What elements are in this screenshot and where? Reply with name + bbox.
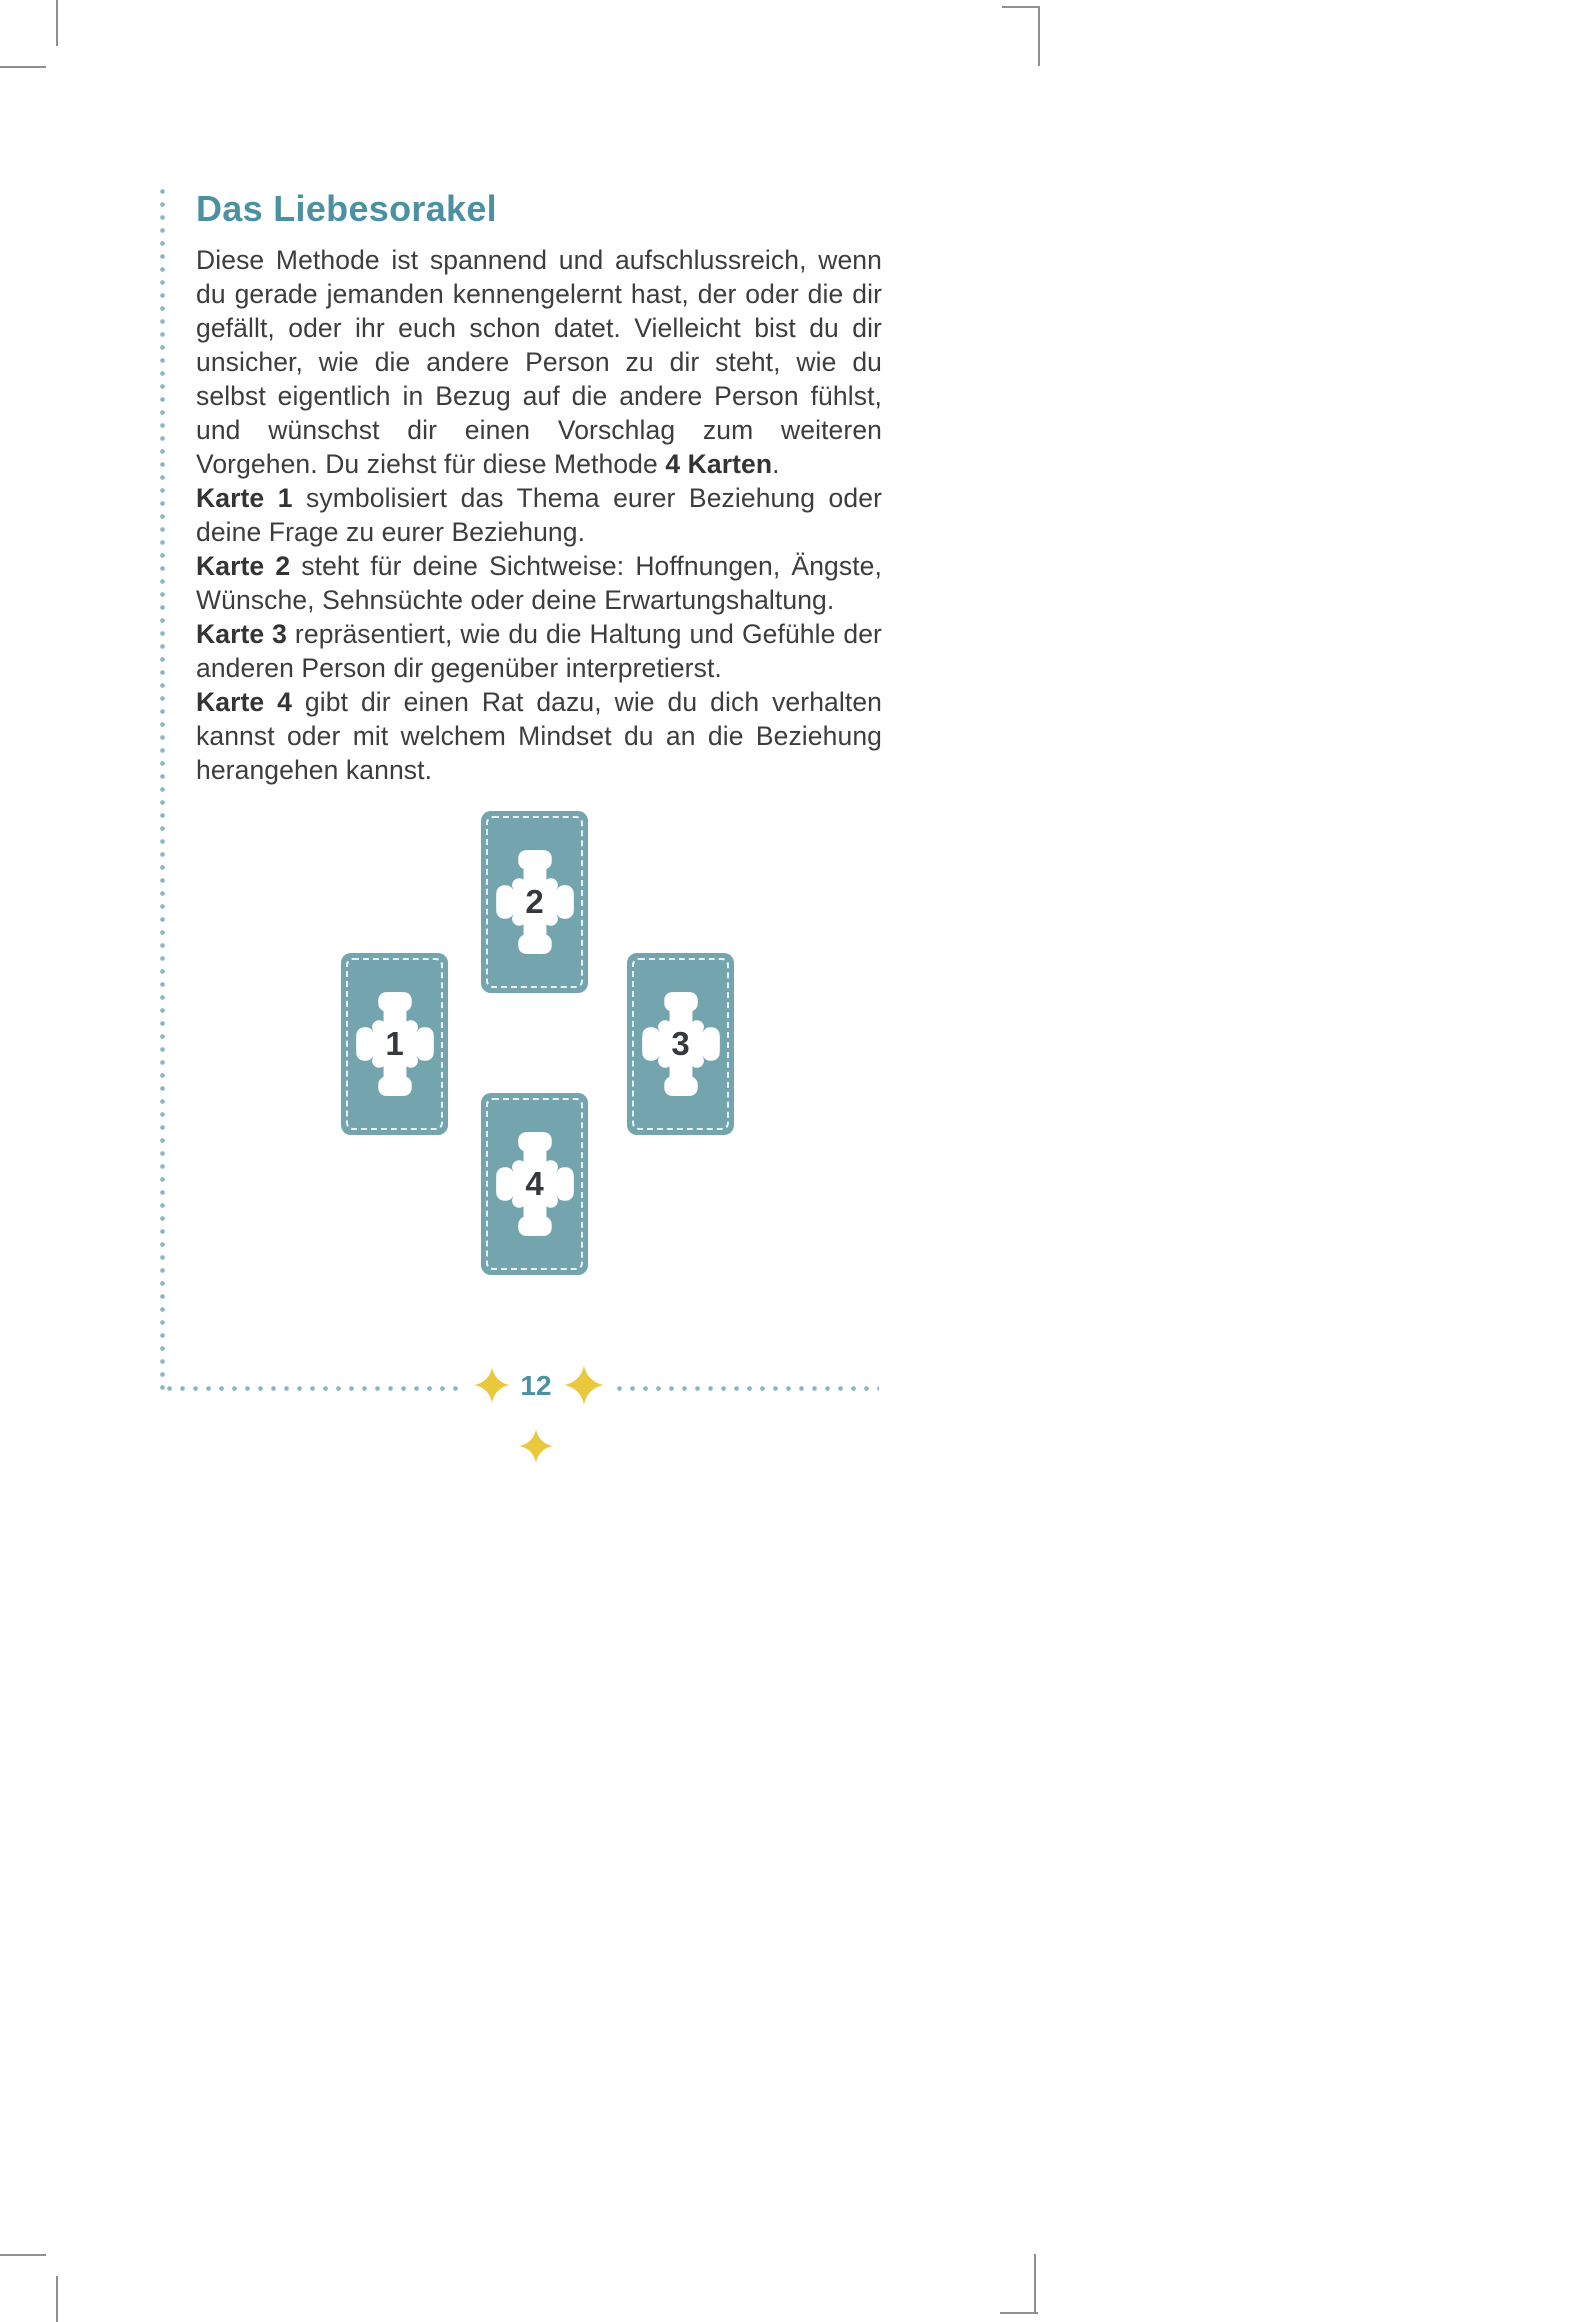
page-number: 12 (520, 1370, 552, 1401)
card-number: 2 (525, 883, 544, 920)
sparkle-star-icon (518, 1428, 554, 1464)
crop-mark-bottom-left-horizontal (0, 2254, 46, 2256)
intro-bold: 4 Karten (665, 449, 773, 479)
crop-mark-bottom-left-vertical (56, 2276, 58, 2322)
karte-4-text: gibt dir einen Rat dazu, wie du dich verhalten kannst oder mit welchem Mindset du an die Beziehung herangehen kannst. (196, 687, 882, 785)
card-spread-diagram (196, 811, 882, 1277)
karte-4-label: Karte 4 (196, 687, 293, 717)
paragraph-karte-4 (196, 685, 882, 787)
content-column (196, 188, 882, 1277)
card-number: 4 (525, 1165, 544, 1202)
crop-mark-bottom-right-horizontal (1000, 2312, 1038, 2314)
crop-mark-bottom-right-vertical (1034, 2254, 1036, 2314)
card-number: 1 (385, 1025, 404, 1062)
karte-3-text: repräsentiert, wie du die Haltung und Gefühle der anderen Person dir gegenüber interpretierst. (196, 619, 882, 683)
crop-mark-top-left-vertical (56, 0, 58, 46)
sparkle-star-icon (563, 1364, 605, 1406)
body-text (196, 243, 882, 787)
dotted-border-bottom-left-segment (163, 1386, 465, 1391)
karte-2-label: Karte 2 (196, 551, 291, 581)
intro-text: Diese Methode ist spannend und aufschlussreich, wenn du gerade jemanden kennengelernt hast, der oder die dir gefällt, oder ihr euch schon datet. Vielleicht bist du dir unsicher, wie die andere Person zu dir steht, wie du selbst eigentlich in Bezug auf die andere Person fühlst, und wünschst dir einen Vorschlag zum weiteren Vorgehen. Du ziehst für diese Methode (196, 245, 882, 479)
paragraph-karte-3 (196, 617, 882, 685)
tarot-card-3 (627, 953, 734, 1135)
card-number: 3 (671, 1025, 690, 1062)
paragraph-karte-2 (196, 549, 882, 617)
crop-mark-top-left-horizontal (0, 66, 46, 68)
karte-2-text: steht für deine Sichtweise: Hoffnungen, Ängste, Wünsche, Sehnsüchte oder deine Erwartungshaltung. (196, 551, 882, 615)
karte-1-text: symbolisiert das Thema eurer Beziehung oder deine Frage zu eurer Beziehung. (196, 483, 882, 547)
karte-1-label: Karte 1 (196, 483, 293, 513)
dotted-border-bottom-right-segment (613, 1386, 879, 1391)
tarot-card-4 (481, 1093, 588, 1275)
karte-3-label: Karte 3 (196, 619, 288, 649)
tarot-card-2 (481, 811, 588, 993)
dotted-border-left (160, 185, 165, 1391)
page-title: Das Liebesorakel (196, 188, 497, 229)
paragraph-karte-1 (196, 481, 882, 549)
crop-mark-top-right-vertical (1038, 6, 1040, 66)
intro-after: . (772, 449, 780, 479)
paragraph-intro (196, 243, 882, 481)
crop-mark-top-right-horizontal (1002, 6, 1040, 8)
tarot-card-1 (341, 953, 448, 1135)
